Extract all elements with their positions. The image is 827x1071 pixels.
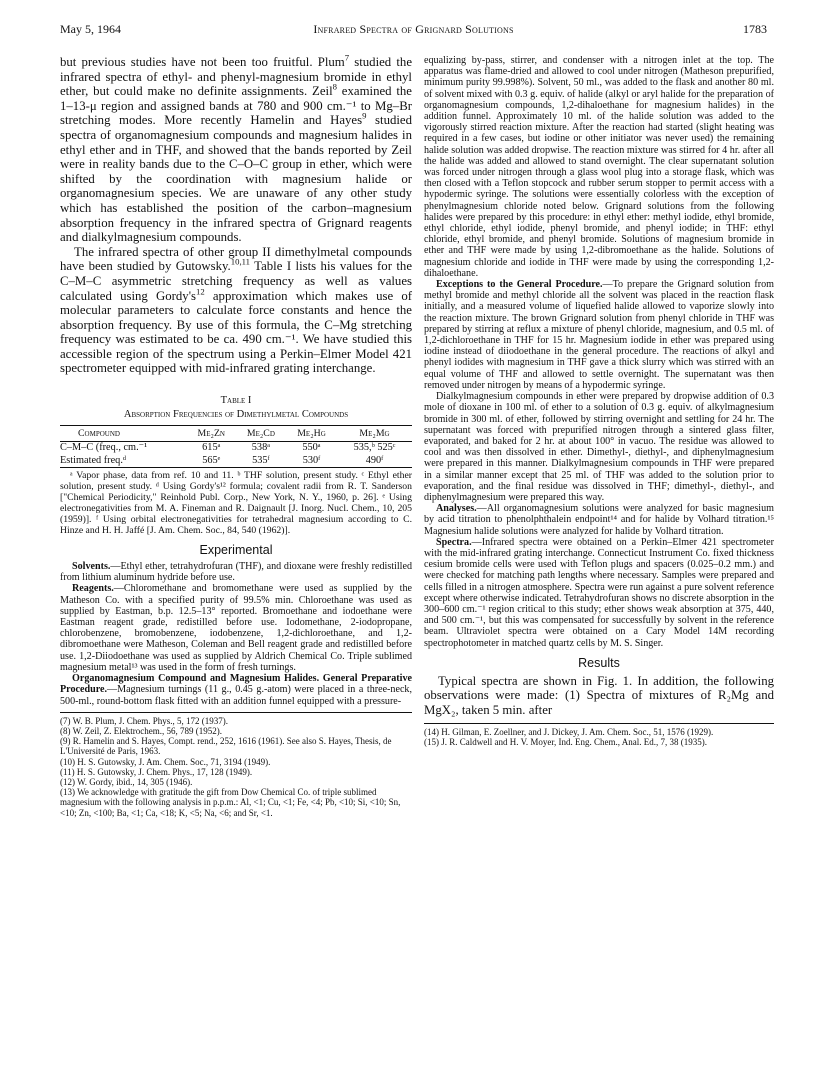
procedure-paragraph: Organomagnesium Compound and Magnesium Halides. General Preparative Procedure.—Magnesium turnings (11 g., 0.45 g.-atom) were placed in a three-neck, 500-ml., round-bottom flask fitted with an addition funnel equipped with a pressure- — [60, 673, 412, 707]
col-compound: Compound — [60, 426, 187, 442]
header-date: May 5, 1964 — [60, 22, 121, 36]
table-cell: C–M–C (freq., cm.⁻¹ — [60, 442, 148, 454]
table-cell: 615ᵃ — [202, 442, 221, 454]
footnotes-right — [424, 727, 774, 747]
table-cell: 535,ᵇ 525ᶜ — [353, 442, 396, 454]
left-column — [60, 52, 413, 818]
table-cell: 550ᵃ — [302, 442, 321, 454]
footnote: (12) W. Gordy, ibid., 14, 305 (1946). — [60, 776, 193, 787]
footnote: (9) R. Hamelin and S. Hayes, Compt. rend., 252, 1616 (1961). See also S. Hayes, Thesis, de L'Université de Paris, 1963. — [60, 736, 392, 757]
analyses-paragraph: Analyses.—All organomagnesium solutions were analyzed for basic magnesium by acid titration to phenolphthalein endpoint¹⁴ and for halide by Volhard titration.¹⁵ Magnesium halide solutions were analyzed for halide by Volhard titration. — [424, 503, 774, 537]
table-cell: 530ᶠ — [286, 455, 337, 468]
frequency-table — [60, 425, 412, 468]
running-header — [60, 22, 767, 38]
table-row — [60, 442, 412, 455]
col-me2cd: Me₂Cd — [236, 426, 286, 442]
table-row — [60, 455, 412, 468]
reagents-paragraph: Reagents.—Chloromethane and bromomethane were used as supplied by the Matheson Co. with a specified purity of 99.5% min. Chloroethane was used as supplied by Eastman, b.p. 12.5–13° reported. Bromoethane and iodoethane were Eastman reagent grade, redistilled before use. Iodomethane, 2-iodopropane, chlorobenzene, bromobenzene, iodobenzene, 1,2-dichloroethane, and 1,2-dibromoethane were Matheson, Coleman and Bell reagent grade and redistilled before use. 1,2-Diiodoethane was used as supplied by Aldrich Chemical Co. Triple sublimed magnesium metal¹³ was used in the form of fresh turnings. — [60, 583, 412, 673]
header-title: Infrared Spectra of Grignard Solutions — [313, 22, 514, 36]
col-me2mg: Me₂Mg — [337, 426, 412, 442]
footnote: (11) H. S. Gutowsky, J. Chem. Phys., 17, 128 (1949). — [60, 766, 253, 777]
table-caption: Absorption Frequencies of Dimethylmetal Compounds — [123, 409, 349, 421]
col-me2hg: Me₂Hg — [286, 426, 337, 442]
footnote: (10) H. S. Gutowsky, J. Am. Chem. Soc., 71, 3194 (1949). — [60, 756, 271, 767]
table-cell: Estimated freq.ᵈ — [60, 455, 187, 468]
section-title-experimental: Experimental — [199, 543, 273, 558]
intro-paragraph-1: but previous studies have not been too fruitful. Plum$^7$ studied the infrared spectra of ethyl- and phenyl-magnesium bromide in ethyl ether, but could make no definite assignments. Zeil$^8$ examined the 1–13-μ region and assigned bands at 780 and 900 cm.⁻¹ to Mg–Br stretching modes. More recently Hamelin and Hayes$^9$ studied spectra of organomagnesium compounds and magnesium halides in ethyl ether and in THF, and showed that the bands reported by Zeil were in reality bands due to the C–O–C group in ether, which were shifted by the coordination with magnesium halide or organomagnesium species. We are unaware of any other study which has established the position of the carbon–magnesium absorption frequency in the infrared spectra of Grignard reagents and dialkylmagnesium compounds. — [60, 52, 412, 245]
right-column — [424, 55, 774, 747]
table-cell: 538ᵃ — [251, 442, 271, 454]
table-header-row — [60, 426, 412, 442]
spectra-paragraph: Spectra.—Infrared spectra were obtained on a Perkin–Elmer 421 spectrometer with the mid-infrared grating interchange. Connecticut Instrument Co. fixed thickness cesium bromide cells were used with Teflon plugs and spacers (0.025–0.2 mm.) and were checked for matching path lengths where necessary. Samples were prepared and cells filled in a nitrogen atmosphere. Spectra were run against a pure solvent reference except where otherwise indicated. Tetrahydrofuran shows no discrete absorption in the 300–600 cm.⁻¹ region critical to this study; ether shows weak absorption at 375, 440, and 500 cm.⁻¹, but this was compensated for successfully by solvent in the reference beam. Ultraviolet spectra were obtained on a Cary Model 14M recording spectrophotometer in matched quartz cells by M. S. Singer. — [424, 536, 774, 649]
dialkyl-paragraph: Dialkylmagnesium compounds in ether were prepared by dropwise addition of 0.3 mole of dioxane in 100 ml. of ether to a solution of 0.3 g. equiv. of alkylmagnesium bromide in 300 ml. of ether, followed by stirring overnight and settling for 24 hr. The supernatant was forced with prepurified nitrogen through a sintered glass filter, evaporated, and baked for 2 hr. at about 100° in vacuo. The residue was allowed to cool and was then dissolved in ether. Dimethyl-, diethyl-, and diphenylmagnesium were prepared in this manner. Dialkylmagnesium compounds in THF were prepared in a similar manner except that 25 ml. of THF was added to the solution prior to evaporation, and the final residue was dissolved in THF; dimethyl-, diethyl-, and diphenylmagnesium were prepared this way. — [424, 391, 774, 503]
footnote: (14) H. Gilman, E. Zoellner, and J. Dickey, J. Am. Chem. Soc., 51, 1576 (1929). — [424, 726, 714, 737]
table-1 — [60, 394, 412, 536]
results-paragraph: Typical spectra are shown in Fig. 1. In addition, the following observations were made: (1) Spectra of mixtures of R₂Mg and MgX₂, taken 5 min. after — [424, 673, 774, 717]
table-cell: 490ᶠ — [337, 455, 412, 468]
solvents-paragraph: Solvents.—Ethyl ether, tetrahydrofuran (THF), and dioxane were freshly redistilled from lithium aluminum hydride before use. — [60, 561, 412, 584]
footnote: (8) W. Zeil, Z. Elektrochem., 56, 789 (1952). — [60, 725, 222, 736]
page-number: 1783 — [743, 22, 767, 36]
table-cell: 535ᶠ — [236, 455, 286, 468]
exceptions-paragraph: Exceptions to the General Procedure.—To prepare the Grignard solution from methyl bromide and methyl chloride all the solvent was placed in the reaction flask initially, and a measured volume of liquefied halide allowed to vaporize slowly into the reaction mixture. The brown Grignard solution from phenyl chloride in THF was prepared by stirring at reflux a mixture of phenyl chloride, magnesium, and 0.5 ml. of 1,2-dichloroethane in THF for 15 hr. Magnesium iodide in ether was prepared using iodine instead of diiodoethane in the general procedure. The reactions of alkyl and phenyl iodides with magnesium in THF gave a thick slurry which was stirred with an equal volume of THF and allowed to settle overnight. The supernatant was then removed under nitrogen by means of a hypodermic syringe. — [424, 279, 774, 391]
footnote: (7) W. B. Plum, J. Chem. Phys., 5, 172 (1937). — [60, 715, 229, 726]
footnotes-left — [60, 716, 412, 818]
footnote-rule — [424, 723, 774, 724]
footnote: (13) We acknowledge with gratitude the gift from Dow Chemical Co. of triple sublimed magnesium with the following analysis in p.p.m.: Al, <1; Cu, <1; Fe, <4; Pb, <10; Si, <10; Sn, <10; Zn, <100; Ba, <1; Ca, <18; K, <5; Na, <6; and Sr, <1. — [60, 787, 401, 818]
table-label: Table I — [220, 395, 252, 407]
footnote: (15) J. R. Caldwell and H. V. Moyer, Ind. Eng. Chem., Anal. Ed., 7, 38 (1935). — [424, 736, 708, 747]
intro-paragraph-2: The infrared spectra of other group II dimethylmetal compounds have been studied by Gutowsky.$^{10,11}$ Table I lists his values for the C–M–C asymmetric stretching frequency as well as values calculated using $Gordy's^{12}$ approximation which makes use of molecular parameters to calculate force constants and hence the absorption frequency. By use of this formula, the C–Mg stretching frequency was estimated to be ca. 490 cm.⁻¹. We have studied this accessible region of the spectrum using a Perkin–Elmer Model 421 spectrometer equipped with mid-infrared grating interchange. — [60, 244, 413, 376]
table-cell: 565ᵉ — [187, 455, 236, 468]
section-title-results: Results — [578, 655, 620, 670]
table-notes: ᵃ Vapor phase, data from ref. 10 and 11. ᵇ THF solution, present study. ᶜ Ethyl ether solution, present study. ᵈ Using Gordy's¹² formula; covalent radii from R. T. Sanderson ["Chemical Periodicity," Reinhold Publ. Corp., New York, N. Y., 1960, p. 26]. ᵉ Using electronegativities from M. A. Fineman and R. Daignault [J. Inorg. Nucl. Chem., 10, 205 (1959)]. ᶠ Using orbital electronegativities for tetrahedral magnesium according to C. Hinze and H. H. Jaffé [J. Am. Chem. Soc., 84, 540 (1962)]. — [60, 470, 412, 537]
footnote-rule — [60, 712, 412, 713]
procedure-continued: equalizing by-pass, stirrer, and condenser with a nitrogen inlet at the top. The apparatus was flame-dried and allowed to cool under nitrogen (Matheson prepurified, minimum purity 99.998%). Solvent, 50 ml., was added to the flask and another 80 ml. of solvent mixed with 0.3 g. equiv. of halide (alkyl or aryl halide for the preparation of organomagnesium compounds, 1,2-dihaloethane for magnesium halides) in the addition funnel. Approximately 10 ml. of the halide solution was added to the vigorously stirred reaction mixture. After the reaction had started (slight heating was required in a few cases, but iodine or other initiator was never used) the remaining halide solution was added dropwise. The reaction mixture was stirred for 4 hr. after all the halide was added and allowed to stand overnight. The clear supernatant solution was forced under nitrogen through a glass wool plug into a storage flask, which was then closed with a Teflon stopcock and rubber serum stopper to permit access with a hypodermic syringe. The solutions were essentially colorless with the exception of phenylmagnesium chloride noted below. Grignard solutions from the following halides were prepared by this procedure: in ethyl ether: methyl iodide, ethyl bromide, ethyl chloride, ethyl iodide, phenyl bromide, and phenyl iodide; in THF: ethyl chloride, ethyl bromide, and phenyl bromide. Solutions of magnesium bromide in ether and THF were made by using 1,2-dibromoethane as the halide. Solutions of magnesium chloride and iodide in THF were made by using the corresponding 1,2-dihaloethane. — [424, 55, 774, 279]
col-me2zn: Me₂Zn — [187, 426, 236, 442]
